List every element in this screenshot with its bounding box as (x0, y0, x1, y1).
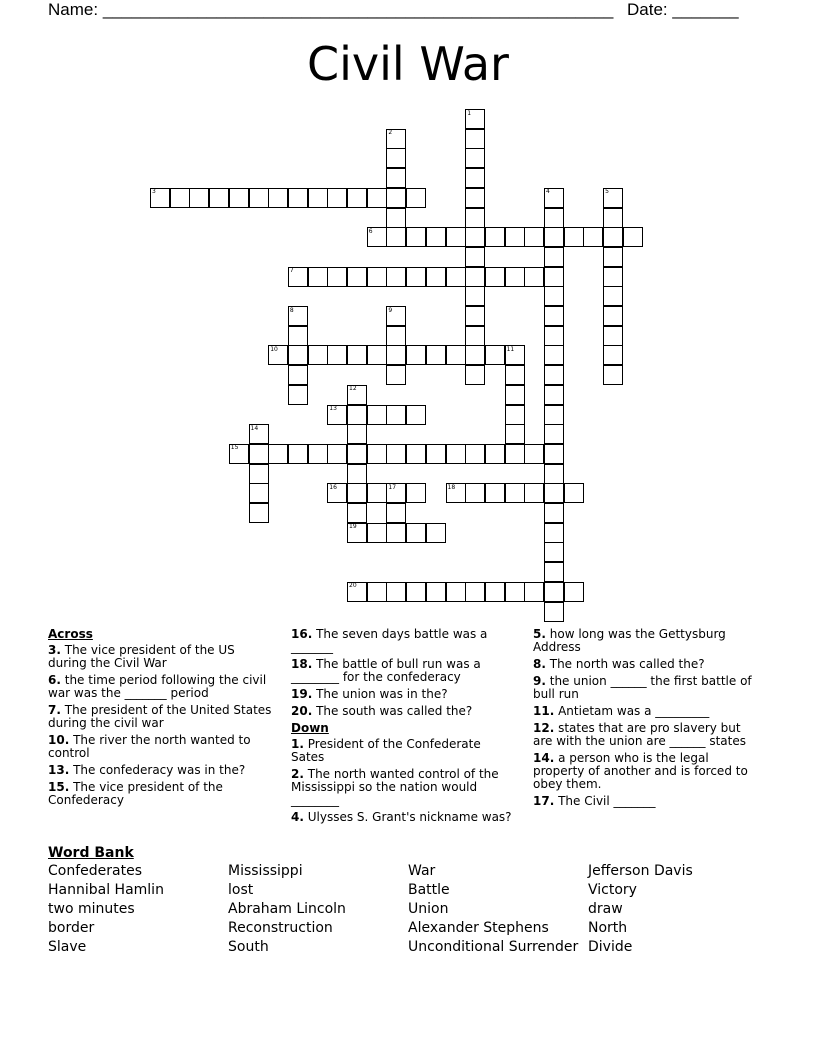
crossword-cell[interactable] (347, 345, 367, 365)
crossword-cell[interactable] (544, 424, 564, 444)
crossword-cell[interactable] (249, 188, 269, 208)
clue-number: 19 (349, 523, 357, 531)
crossword-cell[interactable] (249, 444, 269, 464)
crossword-cell[interactable] (386, 503, 406, 523)
crossword-cell[interactable] (426, 444, 446, 464)
crossword-cell[interactable] (544, 542, 564, 562)
crossword-cell[interactable] (367, 483, 387, 503)
crossword-cell[interactable] (485, 444, 505, 464)
clue-number: 18 (447, 483, 456, 491)
crossword-cell[interactable] (465, 326, 485, 346)
word-bank-item: Union (408, 901, 449, 917)
crossword-cell[interactable] (367, 582, 387, 602)
crossword-cell[interactable] (288, 365, 308, 385)
crossword-cell[interactable] (347, 464, 367, 484)
date-line: _______ (672, 0, 739, 19)
crossword-cell[interactable] (544, 385, 564, 405)
crossword-cell[interactable] (465, 148, 485, 168)
crossword-cell[interactable] (386, 405, 406, 425)
crossword-cell[interactable] (544, 464, 564, 484)
crossword-cell[interactable] (603, 326, 623, 346)
clue-number: 10 (270, 345, 278, 353)
word-bank-item: lost (228, 882, 254, 898)
crossword-cell[interactable] (505, 365, 525, 385)
across-clue: 20. The south was called the? (291, 704, 473, 718)
crossword-cell[interactable] (564, 227, 584, 247)
crossword-cell[interactable] (465, 345, 485, 365)
word-bank-item: Alexander Stephens (408, 920, 549, 936)
down-clue: 8. The north was called the? (533, 657, 705, 671)
crossword-cell[interactable] (327, 188, 347, 208)
clue-number: 5 (605, 188, 609, 196)
crossword-cell[interactable] (465, 168, 485, 188)
crossword-cell[interactable] (367, 444, 387, 464)
crossword-cell[interactable] (406, 345, 426, 365)
crossword-cell[interactable] (505, 582, 525, 602)
word-bank-column (408, 862, 578, 957)
down-clue: 17. The Civil _______ (533, 794, 656, 808)
clue-number: 14 (250, 424, 259, 432)
crossword-cell[interactable] (465, 247, 485, 267)
crossword-cell[interactable] (465, 208, 485, 228)
crossword-cell[interactable] (288, 385, 308, 405)
crossword-cell[interactable] (505, 405, 525, 425)
word-bank-column (228, 862, 346, 957)
word-bank-item: two minutes (48, 901, 135, 917)
crossword-cell[interactable] (524, 444, 544, 464)
word-bank-item: border (48, 920, 95, 936)
down-clue: 12. states that are pro slavery but are with the union are ______ states (533, 721, 746, 748)
crossword-cell[interactable] (544, 562, 564, 582)
clue-number: 8 (289, 306, 294, 314)
crossword-cell[interactable] (268, 188, 288, 208)
clue-number: 4 (546, 188, 550, 196)
word-bank-item: draw (588, 901, 623, 917)
clue-column-2 (291, 628, 517, 828)
down-heading: Down (291, 721, 329, 735)
down-clue: 9. the union ______ the first battle of bull run (533, 674, 752, 701)
crossword-cell[interactable] (367, 405, 387, 425)
crossword-cell[interactable] (426, 345, 446, 365)
name-line: ______________________________________________________ (102, 0, 614, 19)
crossword-cell[interactable] (347, 267, 367, 287)
clue-number: 13 (329, 405, 337, 412)
crossword-cell[interactable] (603, 247, 623, 267)
date-label: Date: (627, 0, 668, 19)
crossword-cell[interactable] (406, 227, 426, 247)
crossword-cell[interactable] (426, 227, 446, 247)
crossword-cell[interactable] (465, 188, 485, 208)
crossword-cell[interactable] (288, 326, 308, 346)
crossword-cell[interactable] (446, 582, 466, 602)
crossword-cell[interactable] (249, 483, 269, 503)
crossword-cell[interactable] (386, 345, 406, 365)
crossword-cell[interactable] (465, 267, 485, 287)
down-clue: 11. Antietam was a _________ (533, 704, 710, 718)
crossword-cell[interactable] (465, 306, 485, 326)
crossword-cell[interactable] (386, 208, 406, 228)
clue-column-3 (533, 628, 759, 812)
across-clue: 13. The confederacy was in the? (48, 763, 246, 777)
crossword-cell[interactable] (583, 227, 603, 247)
crossword-cell[interactable] (426, 523, 446, 543)
crossword-cell[interactable] (446, 267, 466, 287)
crossword-cell[interactable] (544, 345, 564, 365)
crossword-cell[interactable] (544, 326, 564, 346)
crossword-cell[interactable] (386, 582, 406, 602)
across-clue: 6. the time period following the civil war was the _______ period (48, 673, 267, 700)
clue-number: 3 (152, 188, 156, 196)
word-bank-item: South (228, 939, 269, 955)
crossword-cell[interactable] (288, 444, 308, 464)
crossword-cell[interactable] (189, 188, 209, 208)
crossword-cell[interactable] (327, 444, 347, 464)
crossword-cell[interactable] (406, 188, 426, 208)
crossword-cell[interactable] (544, 405, 564, 425)
crossword-cell[interactable] (386, 326, 406, 346)
crossword-cell[interactable] (327, 345, 347, 365)
crossword-cell[interactable] (446, 345, 466, 365)
crossword-cell[interactable] (505, 227, 525, 247)
crossword-cell[interactable] (249, 503, 269, 523)
crossword-cell[interactable] (386, 148, 406, 168)
crossword-cell[interactable] (426, 582, 446, 602)
crossword-cell[interactable] (603, 345, 623, 365)
crossword-cell[interactable] (603, 286, 623, 306)
clue-number: 15 (230, 444, 239, 452)
across-clue: 19. The union was in the? (291, 687, 448, 701)
crossword-cell[interactable] (406, 405, 426, 425)
crossword-cell[interactable] (249, 464, 269, 484)
crossword-cell[interactable] (386, 365, 406, 385)
name-label: Name: (48, 0, 99, 19)
crossword-cell[interactable] (327, 267, 347, 287)
crossword-cell[interactable] (465, 286, 485, 306)
crossword-cell[interactable] (544, 503, 564, 523)
across-clue: 15. The vice president of the Confederacy (48, 780, 223, 807)
word-bank-item: War (408, 863, 436, 879)
clue-number: 2 (388, 129, 393, 137)
clue-number: 11 (506, 345, 515, 353)
word-bank-item: Jefferson Davis (588, 863, 693, 879)
crossword-cell[interactable] (505, 444, 525, 464)
crossword-cell[interactable] (465, 227, 485, 247)
word-bank-item: Hannibal Hamlin (48, 882, 164, 898)
crossword-cell[interactable] (308, 267, 328, 287)
across-clue: 10. The river the north wanted to control (48, 733, 251, 760)
crossword-cell[interactable] (406, 444, 426, 464)
clue-number: 7 (289, 267, 294, 275)
crossword-cell[interactable] (347, 503, 367, 523)
crossword-cell[interactable] (465, 129, 485, 149)
clue-number: 9 (388, 306, 393, 314)
crossword-cell[interactable] (170, 188, 190, 208)
crossword-cell[interactable] (347, 424, 367, 444)
across-clue: 18. The battle of bull run was a ________ for the confederacy (291, 657, 481, 684)
clue-number: 6 (368, 227, 373, 235)
crossword-cell[interactable] (386, 188, 406, 208)
down-clue: 4. Ulysses S. Grant's nickname was? (291, 810, 512, 824)
word-bank-item: Confederates (48, 863, 142, 879)
word-bank-item: Victory (588, 882, 637, 898)
clue-number: 17 (388, 483, 397, 491)
crossword-cell[interactable] (465, 365, 485, 385)
crossword-cell[interactable] (485, 582, 505, 602)
crossword-cell[interactable] (603, 208, 623, 228)
crossword-cell[interactable] (386, 227, 406, 247)
crossword-cell[interactable] (524, 227, 544, 247)
crossword-cell[interactable] (485, 267, 505, 287)
crossword-cell[interactable] (524, 483, 544, 503)
crossword-cell[interactable] (603, 267, 623, 287)
crossword-cell[interactable] (603, 306, 623, 326)
crossword-cell[interactable] (544, 208, 564, 228)
crossword-cell[interactable] (465, 444, 485, 464)
crossword-cell[interactable] (446, 227, 466, 247)
crossword-cell[interactable] (485, 345, 505, 365)
crossword-cell[interactable] (465, 483, 485, 503)
crossword-cell[interactable] (288, 188, 308, 208)
crossword-cell[interactable] (544, 582, 564, 602)
crossword-cell[interactable] (623, 227, 643, 247)
across-clue: 16. The seven days battle was a _______ (291, 627, 488, 654)
crossword-cell[interactable] (308, 444, 328, 464)
crossword-cell[interactable] (367, 523, 387, 543)
crossword-cell[interactable] (209, 188, 229, 208)
down-clue: 5. how long was the Gettysburg Address (533, 627, 726, 654)
crossword-cell[interactable] (308, 345, 328, 365)
word-bank-item: Unconditional Surrender (408, 939, 579, 955)
crossword-cell[interactable] (288, 345, 308, 365)
crossword-cell[interactable] (386, 168, 406, 188)
crossword-cell[interactable] (386, 444, 406, 464)
crossword-cell[interactable] (367, 267, 387, 287)
crossword-cell[interactable] (505, 424, 525, 444)
word-bank-item: Abraham Lincoln (228, 901, 346, 917)
across-clue: 7. The president of the United States during the civil war (48, 703, 272, 730)
crossword-cell[interactable] (524, 582, 544, 602)
crossword-cell[interactable] (544, 365, 564, 385)
word-bank-item: Battle (408, 882, 450, 898)
crossword-cell[interactable] (347, 188, 367, 208)
word-bank-item: Reconstruction (228, 920, 333, 936)
crossword-cell[interactable] (603, 365, 623, 385)
crossword-cell[interactable] (524, 267, 544, 287)
word-bank-item: Mississippi (228, 863, 303, 879)
crossword-cell[interactable] (544, 523, 564, 543)
crossword-cell[interactable] (347, 444, 367, 464)
crossword-cell[interactable] (406, 523, 426, 543)
crossword-cell[interactable] (229, 188, 249, 208)
crossword-cell[interactable] (544, 306, 564, 326)
crossword-cell[interactable] (544, 227, 564, 247)
crossword-cell[interactable] (603, 227, 623, 247)
crossword-cell[interactable] (347, 483, 367, 503)
crossword-cell[interactable] (386, 267, 406, 287)
crossword-cell[interactable] (564, 582, 584, 602)
crossword-cell[interactable] (367, 345, 387, 365)
crossword-cell[interactable] (544, 286, 564, 306)
crossword-cell[interactable] (505, 267, 525, 287)
crossword-cell[interactable] (485, 227, 505, 247)
crossword-cell[interactable] (406, 582, 426, 602)
clue-number: 16 (329, 483, 337, 491)
clue-number: 12 (349, 385, 357, 393)
across-heading: Across (48, 627, 93, 641)
crossword-cell[interactable] (505, 385, 525, 405)
crossword-cell[interactable] (544, 247, 564, 267)
crossword-cell[interactable] (544, 483, 564, 503)
word-bank-item: North (588, 920, 628, 936)
crossword-cell[interactable] (426, 267, 446, 287)
clue-number: 1 (467, 109, 472, 117)
crossword-cell[interactable] (347, 405, 367, 425)
crossword-cell[interactable] (386, 523, 406, 543)
crossword-cell[interactable] (564, 483, 584, 503)
crossword-cell[interactable] (367, 188, 387, 208)
crossword-cell[interactable] (268, 444, 288, 464)
word-bank-column (48, 862, 164, 957)
clue-number: 20 (349, 582, 357, 590)
crossword-cell[interactable] (308, 188, 328, 208)
crossword-cell[interactable] (544, 267, 564, 287)
clue-column-1 (48, 628, 274, 811)
word-bank-item: Divide (588, 939, 633, 955)
word-bank-heading: Word Bank (48, 845, 134, 861)
crossword-cell[interactable] (406, 483, 426, 503)
word-bank-item: Slave (48, 939, 87, 955)
across-clue: 3. The vice president of the US during the Civil War (48, 643, 235, 670)
crossword-cell[interactable] (446, 444, 466, 464)
down-clue: 1. President of the Confederate Sates (291, 737, 481, 764)
crossword-cell[interactable] (465, 582, 485, 602)
down-clue: 14. a person who is the legal property of another and is forced to obey them. (533, 751, 748, 791)
crossword-cell[interactable] (406, 267, 426, 287)
down-clue: 2. The north wanted control of the Mississippi so the nation would ________ (291, 767, 499, 807)
crossword-cell[interactable] (505, 483, 525, 503)
crossword-cell[interactable] (544, 444, 564, 464)
word-bank-column (588, 862, 693, 957)
crossword-cell[interactable] (544, 602, 564, 622)
page-title: Civil War (307, 37, 509, 91)
crossword-cell[interactable] (485, 483, 505, 503)
